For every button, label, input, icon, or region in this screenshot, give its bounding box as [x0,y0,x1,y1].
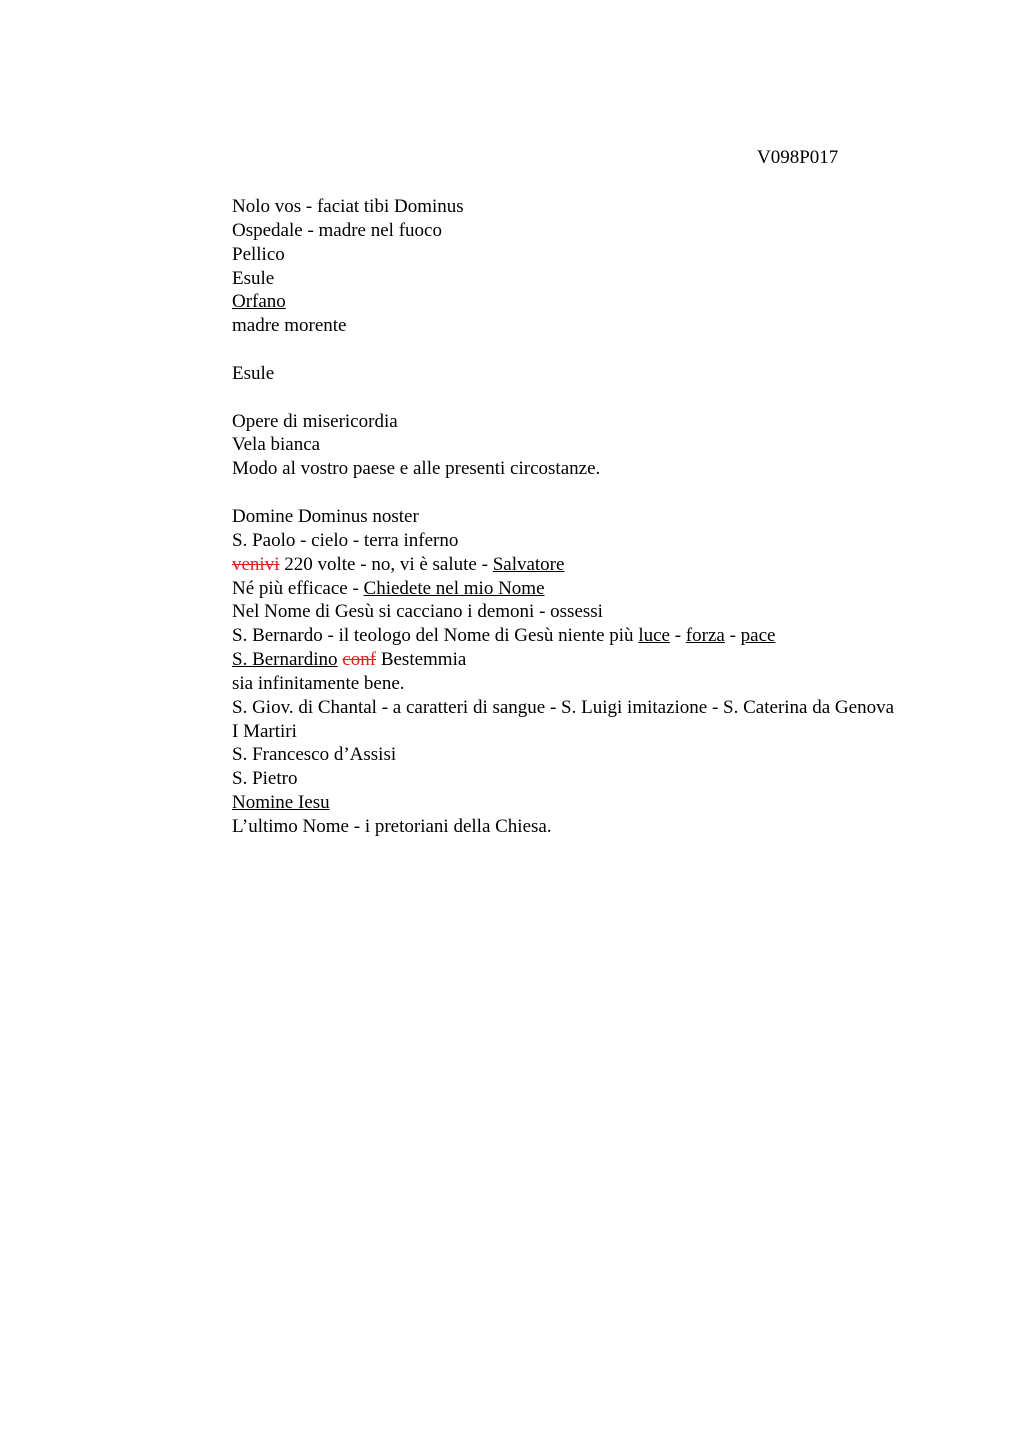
text-line [172,648,902,672]
underlined-text: pace [740,625,776,647]
underlined-text: Salvatore [492,553,565,575]
text-line: Esule [232,267,275,289]
separator-text: - [724,625,741,647]
text-line: Vela bianca [232,434,321,456]
underlined-text: Orfano [232,291,286,313]
text-line: Modo al vostro paese e alle presenti circostanze. [232,458,601,480]
document-body [172,195,902,839]
blank-line [172,338,902,362]
separator-text: - [669,625,686,647]
underlined-text: Nomine Iesu [232,792,330,814]
text-line: S. Francesco d’Assisi [232,744,397,766]
text-line [172,577,902,601]
page-identifier: V098P017 [757,147,839,168]
text-line: Esule [232,362,275,384]
underlined-text: Chiedete nel mio Nome [363,577,545,599]
line-text: Né più efficace - [232,577,364,599]
line-text: 220 volte - no, vi è salute - [279,553,493,575]
text-line [172,290,902,314]
text-line: Ospedale - madre nel fuoco [232,219,442,241]
text-line: Pellico [232,243,285,265]
text-line: Domine Dominus noster [232,505,419,527]
text-line: Nel Nome di Gesù si cacciano i demoni - ossessi [232,601,603,623]
text-line [172,553,902,577]
text-line: Opere di misericordia [232,410,398,432]
underlined-text: S. Bernardino [232,649,338,671]
text-line: L’ultimo Nome - i pretoriani della Chiesa. [232,815,552,837]
text-line [172,624,902,648]
text-line: S. Paolo - cielo - terra inferno [232,529,459,551]
blank-line [172,481,902,505]
text-line: madre morente [232,315,347,337]
blank-line [172,386,902,410]
underlined-text: luce [638,625,670,647]
underlined-text: forza [685,625,725,647]
text-line: Nolo vos - faciat tibi Dominus [232,196,464,217]
deleted-text: venivi [232,553,280,575]
line-text: S. Bernardo - il teologo del Nome di Gesù niente più [232,625,639,647]
text-line: S. Pietro [232,768,298,790]
text-line [172,791,902,815]
line-text: Bestemmia [376,649,467,671]
text-line-wrapped: S. Giov. di Chantal - a caratteri di sangue - S. Luigi imitazione - S. Caterina da Genova [232,696,895,718]
text-line: sia infinitamente bene. [232,672,405,694]
deleted-text: conf [342,649,377,671]
text-line: I Martiri [232,720,297,742]
